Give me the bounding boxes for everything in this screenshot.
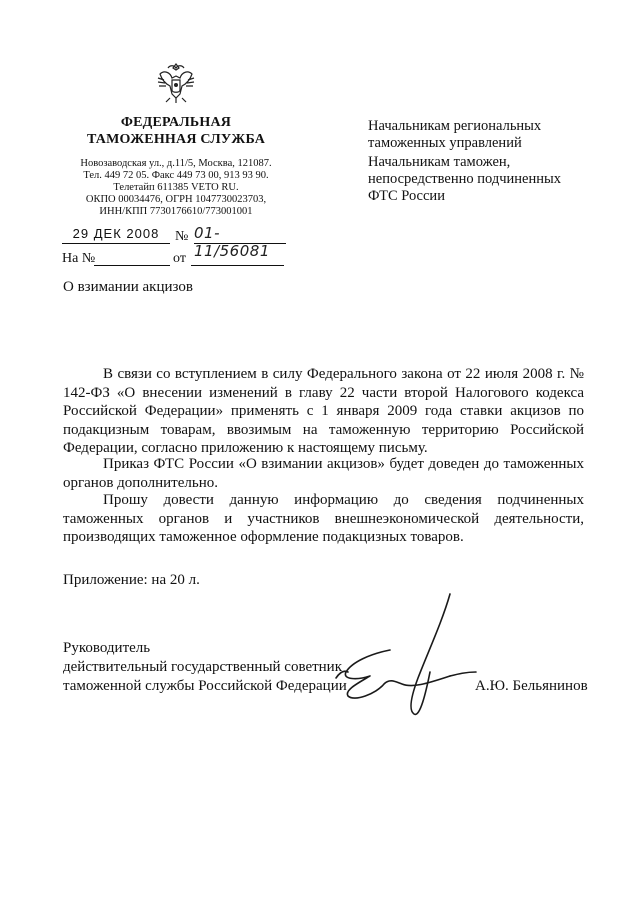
handwritten-signature	[330, 592, 490, 742]
coat-of-arms-emblem	[152, 58, 200, 106]
signatory-title-line1: Руководитель	[63, 640, 151, 656]
org-name-line1: ФЕДЕРАЛЬНАЯ	[120, 115, 232, 130]
body-paragraph-2: Приказ ФТС России «О взимании акцизов» будет доведен до таможенных органов дополнительно.	[63, 456, 584, 491]
reference-date-blank	[191, 265, 284, 266]
body-paragraph-3: Прошу довести данную информацию до сведения подчиненных таможенных органов и участников внешнеэкономической деятельности, производящих таможенное оформление подакцизных товаров.	[63, 492, 584, 545]
appendix-note: Приложение: на 20 л.	[63, 572, 200, 588]
reference-number-blank	[94, 265, 170, 266]
letter-subject: О взимании акцизов	[63, 279, 193, 295]
addressee-line5: ФТС России	[368, 188, 445, 204]
addressee-line3: Начальникам таможен,	[368, 154, 511, 170]
signatory-name: А.Ю. Бельянинов	[475, 678, 588, 694]
inn-kpp-line: ИНН/КПП 7730176610/773001001	[99, 206, 253, 217]
body-paragraph-1: В связи со вступлением в силу Федерального закона от 22 июля 2008 г. № 142-ФЗ «О внесении изменений в главу 22 части второй Налогового кодекса Российской Федерации» применять с 1 января 2009 года ставки акцизов по подакцизным товарам, ввозимым на таможенную территорию Российской Федерации, согласно приложению к настоящему письму.	[63, 366, 584, 456]
registration-number-label: №	[175, 229, 189, 244]
org-name-line2: ТАМОЖЕННАЯ СЛУЖБА	[86, 132, 266, 147]
registration-date-stamp: 29 ДЕК 2008	[62, 226, 170, 244]
phone-fax-line: Тел. 449 72 05. Факс 449 73 00, 913 93 90.	[83, 170, 269, 181]
teletype-line: Телетайп 611385 VETO RU.	[113, 182, 239, 193]
signatory-title-line2: действительный государственный советник	[63, 659, 343, 675]
address-line: Новозаводская ул., д.11/5, Москва, 121087.	[80, 158, 272, 169]
reference-date-label: от	[173, 251, 186, 266]
okpo-ogrn-line: ОКПО 00034476, ОГРН 1047730023703,	[85, 194, 267, 205]
registration-number: 01-11/56081	[194, 224, 286, 244]
addressee-line2: таможенных управлений	[368, 135, 522, 151]
addressee-line1: Начальникам региональных	[368, 118, 542, 134]
addressee-line4: непосредственно подчиненных	[368, 171, 561, 187]
reference-number-label: На №	[62, 251, 96, 266]
signatory-title-line3: таможенной службы Российской Федерации	[63, 678, 347, 694]
